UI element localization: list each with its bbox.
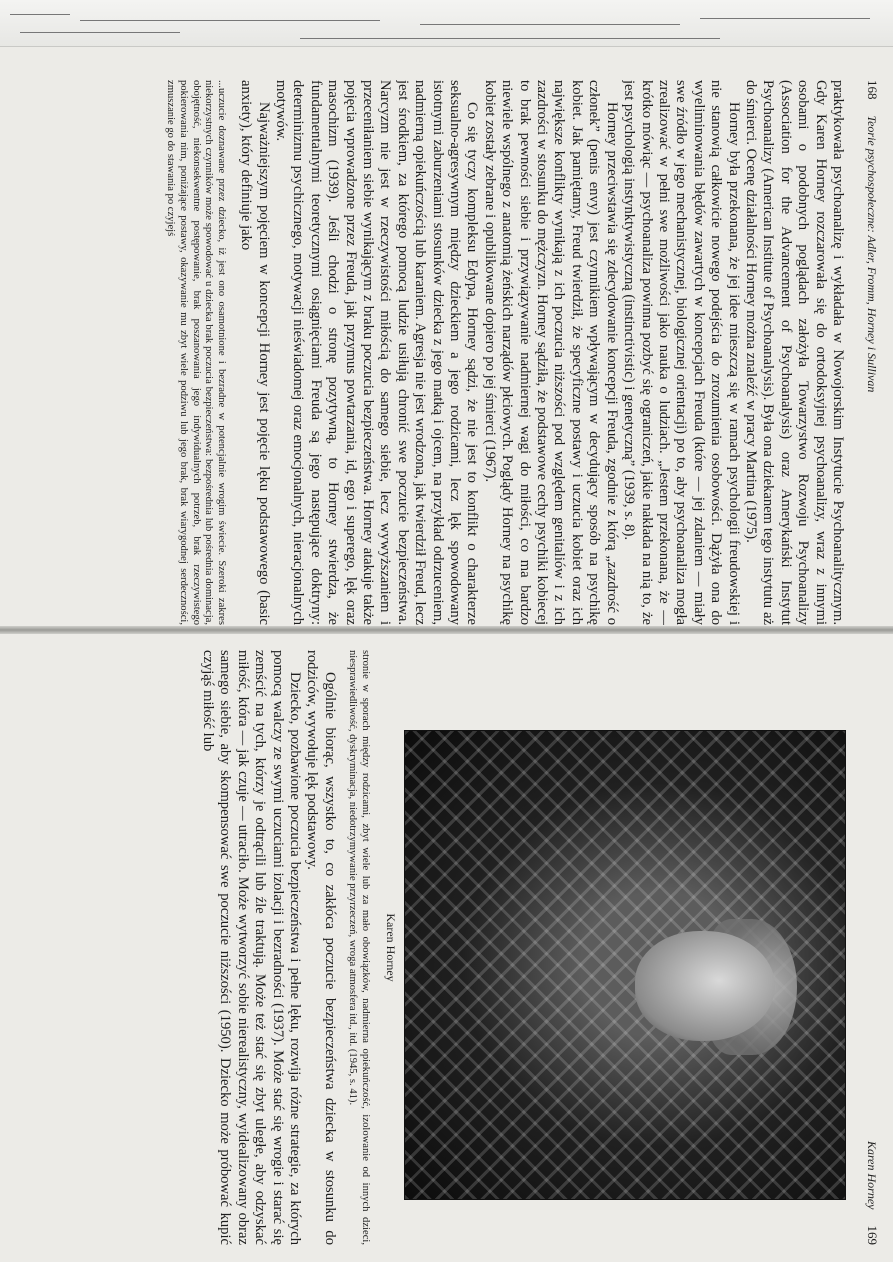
portrait-photo xyxy=(404,730,846,1200)
portrait-face xyxy=(635,931,775,1041)
running-head-title: Teorie psychospołeczne: Adler, Fromm, Horney i Sullivan xyxy=(865,115,879,393)
paragraph: praktykowała psychoanalizę i wykładała w Nowojorskim Instytucie Psychoanalitycznym. Gdy Karen Horney rozczarowała się do ortodoksyjnej psychoanalizy, wraz z innymi osobami o podobnych poglądach założyła Towarzystwo Rozwoju Psychoanalizy (Association for the Advancement of Psychoanalysis) oraz Amerykański Instytut Psychoanalizy (American Institute of Psychoanalysis). Była ona dziekanem tego instytutu aż do śmierci. Ocenę działalności Horney można znaleźć w pracy Martina (1975). xyxy=(742,80,846,625)
page-169 xyxy=(120,650,880,1245)
body-text xyxy=(237,80,846,625)
paragraph: Ogólnie biorąc, wszystko to, co zakłóca poczucie bezpieczeństwa dziecka w stosunku do rodziców, wywołuje lęk podstawowy. xyxy=(304,650,338,1245)
scan-artifact xyxy=(0,0,893,47)
paragraph: Najważniejszym pojęciem w koncepcji Horney jest pojęcie lęku podstawowego (basic anxiety), który definiuje jako xyxy=(238,80,272,625)
running-head xyxy=(864,80,880,625)
quotation-continuation: stronie w sporach między rodzicami, zbyt wiele lub za mało obowiązków, nadmierna opiekuńczość, izolowanie od innych dzieci, niesprawiedliwość, dyskryminacja, niedotrzymywanie przyrzeczeń, wroga atmosfera itd., itd. (1945, s. 41). xyxy=(347,650,371,1245)
body-text xyxy=(199,650,338,1245)
page-number: 169 xyxy=(865,1225,880,1245)
paragraph: Dziecko, pozbawione poczucia bezpieczeństwa i pełne lęku, rozwija różne strategie, za których pomocą walczy ze swymi uczuciami izolacji i bezradności (1937). Może stać się wrogie i starać się zemścić na tych, którzy je odtrącili lub źle traktują. Może też stać się zbyt uległe, aby odzyskać miłość, która — jak czuje — utraciło. Może wytworzyć sobie nierealistyczny, wyidealizowany obraz samego siebie, aby skompensować swe poczucie niższości (1950). Dziecko może próbować kupić czyjąś miłość lub xyxy=(199,650,303,1245)
page-fold xyxy=(0,626,893,634)
running-head-title: Karen Horney xyxy=(865,1140,879,1210)
paragraph: Horney przeciwstawia się zdecydowanie koncepcji Freuda, zgodnie z którą „zazdrość o członek” (penis envy) jest czynnikiem wpływającym w decydujący sposób na psychikę kobiet. Jak pamiętamy, Freud twierdził, że specyficzne postawy i uczucia kobiet oraz ich największe konflikty wynikają z ich poczucia niższości pod względem genitaliów i z ich zazdrości w stosunku do mężczyzn. Horney sądziła, że podstawowe cechy psychiki kobiecej to brak pewności siebie i przywiązywanie nadmiernej wagi do miłości, co ma bardzo niewiele wspólnego z anatomią żeńskich narządów płciowych. Poglądy Horney na psychikę kobiet zostały zebrane i opublikowane dopiero po jej śmierci (1967). xyxy=(481,80,620,625)
quotation-block: ...uczucie doznawane przez dziecko, iż jest ono osamotnione i bezradne w potencjalnie wrogim świecie. Szeroki zakres niekorzystnych czynników może spowodować u dziecka brak poczucia bezpieczeństwa: bezpośrednia lub pośrednia dominacja, obojętność, niekonsekwentne postępowanie, brak poszanowania jego indywidualnych potrzeb, brak rzeczywistego pokierowania nim, poniżające postawy, okazywanie mu zbyt wiele podziwu lub jego brak, brak wiarygodnej serdeczności, zmuszanie go do stawania po czyjejś xyxy=(165,80,227,625)
paragraph: Co się tyczy kompleksu Edypa, Horney sądzi, że nie jest to konflikt o charakterze seksualno-agresywnym między dzieckiem a jego rodzicami, lecz lęk spowodowany istotnymi zaburzeniami stosunków dziecka z jego matką i ojcem, na przykład odrzuceniem, nadmierną opiekuńczością lub karaniem. Agresja nie jest wrodzona, jak twierdził Freud, lecz jest środkiem, za którego pomocą ludzie usiłują chronić swe poczucie bezpieczeństwa. Narcyzm nie jest w rzeczywistości miłością do samego siebie, lecz wywyższaniem i przeceniłaniem siebie wynikającym z braku poczucia bezpieczeństwa. Horney atakuje także pojęcia wprowadzone przez Freuda, jak przymus powtarzania, id, ego i superego, lęk oraz masochizm (1939). Jeśli chodzi o stronę pozytywną, to Horney stwierdza, że fundamentalnymi teoretycznymi osiągnięciami Freuda są jego następujące doktryny: determinizmu psychicznego, motywacji nieświadomej oraz emocjonalnych, nieracjonalnych motywów. xyxy=(273,80,481,625)
running-head xyxy=(864,650,880,1245)
paragraph: Horney była przekonana, że jej idee mieszczą się w ramach psychologii freudowskiej i nie stanowią całkowicie nowego podejścia do zrozumienia osobowości. Dążyła ona do wyeliminowania błędów zawartych w koncepcjach Freuda (które — jej zdaniem — miały swe źródło w jego mechanistycznej, biologicznej orientacji) po to, aby psychoanaliza mogła zrealizować w pełni swe możliwości jako nauka o ludziach. „Jestem przekonana, że — krótko mówiąc — psychoanaliza powinna pozbyć się ograniczeń, jakie nakłada na nią to, że jest psychologią instynktywistyczną (instinctivistic) i genetyczną” (1939, s. 8). xyxy=(621,80,742,625)
page-168 xyxy=(120,80,880,625)
page-number: 168 xyxy=(865,80,880,100)
figure-caption: Karen Horney xyxy=(384,913,398,982)
